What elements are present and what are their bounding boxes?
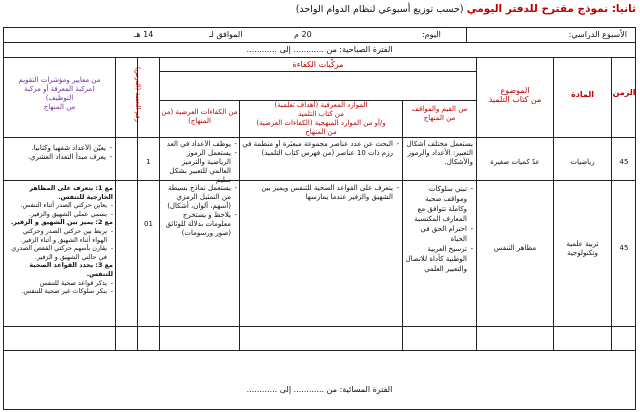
title-main: نموذج مقترح للدفتر اليومي [466,3,612,15]
row1-time: 45 [619,158,629,166]
week-label: الأسبوع الدراسي: [568,30,627,39]
header-criteria [4,76,115,112]
row1-subject: رياضيات [570,158,595,166]
row2-time: 45 [619,244,629,252]
row2-criteria [7,184,113,296]
row1-criteria-item: - يعيّن الأعداد شفهيا وكتابيا. [7,144,106,153]
row2-criteria-head: مع 2: يميز بين الشهيق و الزفير. [10,218,113,227]
morning-period: الفترة الصباحية: من ............ إلى ............ [246,45,393,54]
title-prefix: ثانيا: [611,3,636,15]
header-values-l1: من القيم والمواقف [411,105,468,113]
row2-criteria-item: - يعاين حركتي الصدر أثناء التنفس. [7,201,107,210]
header-resources-l2: من كتاب التلميذ [297,110,345,118]
row1-transversal [162,140,237,185]
row2-values [405,184,473,274]
header-resources [240,101,402,137]
header-topic-l2: من كتاب التلميذ [488,95,542,104]
row1-lesson-num: 1 [146,158,151,166]
day-label: اليوم: [422,30,441,39]
row1-criteria [7,144,112,162]
row2-topic: مظاهر التنفس [493,244,537,252]
row2-criteria-item: - يسمي عملي الشهيق والزفير. [7,210,107,219]
header-subject: المادة [571,90,594,99]
row2-values-item: - احترام الحق في الحياة [405,224,467,244]
row2-criteria-head: مع 3: يحدد القواعد الصحية للتنفس. [29,261,113,278]
header-criteria-l3: التوظيف) [45,94,74,102]
header-topic-l1: الموضوع [500,86,530,95]
header-criteria-l1: من معايير ومؤشرات التقويم [18,76,101,84]
header-transversal: من الكفاءات العرضية (من المنهاج) [161,108,238,125]
evening-period: الفترة المسائية: من ............ إلى ............ [246,385,393,394]
header-resources-l4: من المنهاج [305,128,337,136]
row2-transversal-item: - يستعمل نماذج بسيطة من التمثيل الرمزي (أسهم، ألوان، أشكال) [162,184,231,211]
header-values-l2: من المنهاج [423,114,456,122]
title-suffix: (حسب توزيع أسبوعي لنظام الدوام الواحد) [295,4,467,15]
row2-criteria-item: - يذكر قواعد صحية للتنفس [7,279,107,288]
row2-values-item: - ترسيخ العربية الوطنية كأداة للاتصال والتعبير العلمي [405,244,467,274]
row2-subject [554,240,611,258]
row1-values: يستعمل مختلف أشكال التعبير: الأعداد والرموز والأشكال. [406,140,473,166]
row1-resources [242,140,399,158]
header-resources-l3: و/أو من الموارد المنهجية (الكفاءات العرضية) [256,119,386,127]
header-values [403,105,476,123]
correspond-label: الموافق لـ [209,30,243,39]
row2-resources [242,184,399,202]
row2-resource-item: - يتعرف على القواعد الصحية للتنفس ويميز بين الشهيق والزفير عندما يمارسها [242,184,393,202]
row2-criteria-item: - يربط بين حركتي الصدر وحركتي الهواء أثناء الشهيق و أثناء الزفير. [7,227,107,244]
planner-table [3,27,636,410]
header-competency: مركّبات الكفاءة [292,60,344,69]
row2-subject-l2: وتكنولوجية [567,249,598,257]
hijri-year: 14 هـ [134,30,154,39]
row2-criteria-item: - يقارن بأسهم حركتي القفص الصدري في حالتي الشهيق و الزفير. [7,244,107,261]
row1-topic: عدّ كميات صغيرة [490,158,540,166]
row2-criteria-item: - ينكر سلوكات غير صحية للتنفس. [7,287,107,296]
row2-subject-l1: تربية علمية [566,240,599,248]
row2-transversal [162,184,237,238]
row2-transversal-item: - يلاحظ و يستخرج معلومات بدلالة للوثائق (صور ورسومات) [162,211,231,238]
header-lesson-num: رقم الحصة (الدرس) [134,66,142,122]
header-criteria-l2: (مركبة المعرفة أو مركبة [24,85,95,93]
row1-transversal-item: - يستعمل الرموز الرياضية والترميز العالمي للتعبير بشكل سليم [162,149,231,185]
page-title [296,3,636,15]
row1-transversal-item: - يوظف الأعداد في العد [162,140,231,149]
row2-lesson-num: 01 [144,220,153,228]
row1-resource-item: - البحث عن عدد عناصر مجموعة مبعثرة أو منظمة في رزم ذات 10 عناصر (من فهرس كتاب التلميذ) [242,140,393,158]
header-topic [477,86,553,104]
row2-values-item: - تبني سلوكات ومواقف صحية وكاملة تتوافق مع المعارف المكتسبة [405,184,467,224]
row1-criteria-item: - يعرف مبدأ التعداد العشري. [7,153,106,162]
header-resources-l1: الموارد المعرفية (أهداف تعلمية) [274,101,368,109]
row2-criteria-head: مع 1: يتعرف على المظاهر الخارجية للتنفس. [29,184,113,201]
header-time: الزمن [612,88,636,97]
header-criteria-l4: من المنهاج [43,103,76,111]
date-year: 20 م [294,30,312,39]
